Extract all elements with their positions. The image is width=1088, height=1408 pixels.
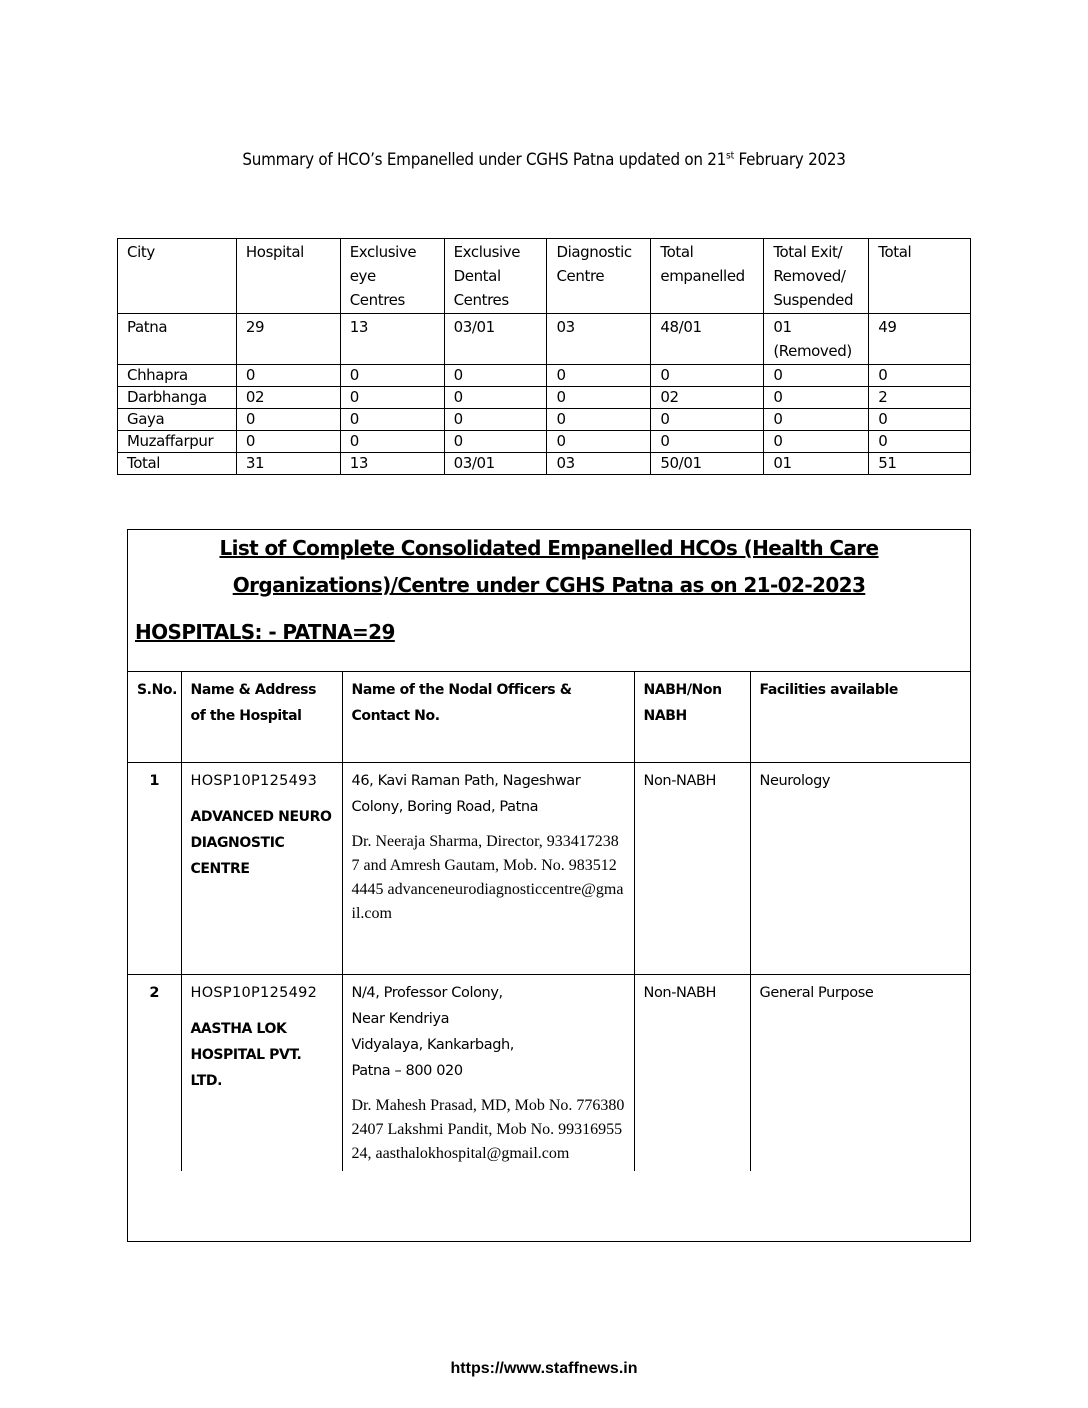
header-sn: S.No. [128, 672, 181, 763]
summary-header-cell: Exclusive Dental Centres [444, 239, 547, 314]
summary-cell: Patna [118, 314, 237, 365]
summary-cell: 03/01 [444, 314, 547, 365]
row-facilities: Neurology [750, 763, 970, 975]
summary-cell: 0 [869, 365, 971, 387]
summary-cell: 2 [869, 387, 971, 409]
summary-cell: 48/01 [651, 314, 764, 365]
summary-cell: 0 [764, 409, 869, 431]
list-header [128, 530, 970, 672]
summary-header-row [118, 239, 971, 314]
summary-cell: 03 [547, 453, 651, 475]
page-title-superscript: st [726, 150, 734, 162]
summary-row-patna [118, 314, 971, 365]
summary-cell: 03/01 [444, 453, 547, 475]
footer-url: https://www.staffnews.in [450, 1360, 638, 1377]
summary-cell: 0 [869, 431, 971, 453]
summary-cell: 0 [764, 365, 869, 387]
summary-row-darbhanga [118, 387, 971, 409]
row-sn: 1 [128, 763, 181, 975]
hospital-code: HOSP10P125493 [190, 773, 318, 789]
summary-header-cell: Total Exit/ Removed/ Suspended [764, 239, 869, 314]
hospital-header-row [128, 672, 970, 763]
summary-cell: 0 [547, 387, 651, 409]
summary-cell: 0 [444, 431, 547, 453]
hospital-name: ADVANCED NEURO DIAGNOSTIC CENTRE [190, 809, 332, 877]
summary-cell: 0 [444, 387, 547, 409]
summary-cell: 49 [869, 314, 971, 365]
hospital-address: N/4, Professor Colony, Near Kendriya Vidyalaya, Kankarbagh, Patna – 800 020 [351, 985, 515, 1079]
summary-cell: 01 (Removed) [764, 314, 869, 365]
summary-header-cell: Hospital [236, 239, 340, 314]
nodal-officer-contact: Dr. Neeraja Sharma, Director, 9334172387 and Amresh Gautam, Mob. No. 9835124445 advanceneurodiagnosticcentre@gmail.com [351, 833, 624, 922]
summary-cell: 0 [236, 431, 340, 453]
summary-cell: 0 [547, 365, 651, 387]
summary-header-cell: City [118, 239, 237, 314]
summary-cell: 0 [236, 409, 340, 431]
page-title [44, 150, 1045, 169]
summary-cell: 0 [651, 431, 764, 453]
summary-cell: 0 [764, 387, 869, 409]
hospital-table [128, 672, 970, 1171]
summary-row-total [118, 453, 971, 475]
summary-cell: 13 [340, 314, 444, 365]
summary-row-gaya [118, 409, 971, 431]
summary-cell: 0 [444, 365, 547, 387]
list-title-line-2: Organizations)/Centre under CGHS Patna as on 21-02-2023 [232, 573, 866, 597]
summary-cell: Gaya [118, 409, 237, 431]
header-facilities: Facilities available [750, 672, 970, 763]
row-nabh-status: Non-NABH [634, 763, 750, 975]
summary-cell: 0 [764, 431, 869, 453]
summary-cell: 50/01 [651, 453, 764, 475]
list-title-line-1: List of Complete Consolidated Empanelled HCOs (Health Care [219, 536, 879, 560]
row-facilities: General Purpose [759, 985, 874, 1001]
summary-cell: 0 [444, 409, 547, 431]
table-row [128, 975, 970, 1172]
page-title-suffix: February 2023 [733, 150, 846, 169]
summary-cell: 0 [340, 431, 444, 453]
page-title-prefix: Summary of HCO’s Empanelled under CGHS Patna updated on 21 [242, 150, 727, 169]
summary-row-muzaffarpur [118, 431, 971, 453]
summary-row-chhapra [118, 365, 971, 387]
summary-cell: 0 [651, 365, 764, 387]
section-label-hospitals: HOSPITALS: - PATNA=29 [135, 620, 395, 644]
summary-cell: 0 [651, 409, 764, 431]
summary-header-cell: Exclusive eye Centres [340, 239, 444, 314]
row-officers [342, 763, 634, 975]
summary-cell: Chhapra [118, 365, 237, 387]
hospital-address: 46, Kavi Raman Path, Nageshwar Colony, Boring Road, Patna [351, 773, 581, 815]
summary-cell: Darbhanga [118, 387, 237, 409]
summary-cell: 0 [340, 365, 444, 387]
summary-cell: 01 [764, 453, 869, 475]
summary-cell: Total [118, 453, 237, 475]
summary-cell: 0 [547, 409, 651, 431]
header-nodal-officers: Name of the Nodal Officers & Contact No. [342, 672, 634, 763]
header-nabh: NABH/Non NABH [634, 672, 750, 763]
summary-cell: 0 [869, 409, 971, 431]
summary-header-cell: Diagnostic Centre [547, 239, 651, 314]
summary-table [117, 238, 971, 475]
summary-cell: 31 [236, 453, 340, 475]
summary-cell: 13 [340, 453, 444, 475]
row-sn: 2 [128, 975, 181, 1172]
summary-cell: Muzaffarpur [118, 431, 237, 453]
table-row [128, 763, 970, 975]
summary-header-cell: Total empanelled [651, 239, 764, 314]
hospital-code: HOSP10P125492 [190, 985, 318, 1001]
summary-cell: 29 [236, 314, 340, 365]
list-title [128, 530, 970, 604]
row-officers [342, 975, 634, 1172]
summary-cell: 0 [547, 431, 651, 453]
summary-cell: 51 [869, 453, 971, 475]
summary-cell: 0 [340, 387, 444, 409]
nodal-officer-contact: Dr. Mahesh Prasad, MD, Mob No. 7763802407 Lakshmi Pandit, Mob No. 9931695524, aasthalokhospital@gmail.com [351, 1097, 625, 1162]
header-name-address: Name & Address of the Hospital [181, 672, 342, 763]
hco-list-box [127, 529, 971, 1242]
summary-cell: 0 [236, 365, 340, 387]
row-hospital [181, 763, 342, 975]
summary-cell: 02 [236, 387, 340, 409]
row-hospital [181, 975, 342, 1172]
row-nabh-status: Non-NABH [634, 975, 750, 1172]
summary-cell: 0 [340, 409, 444, 431]
summary-cell: 02 [651, 387, 764, 409]
summary-header-cell: Total [869, 239, 971, 314]
hospital-name: AASTHA LOK HOSPITAL PVT. LTD. [190, 1021, 302, 1089]
summary-cell: 03 [547, 314, 651, 365]
